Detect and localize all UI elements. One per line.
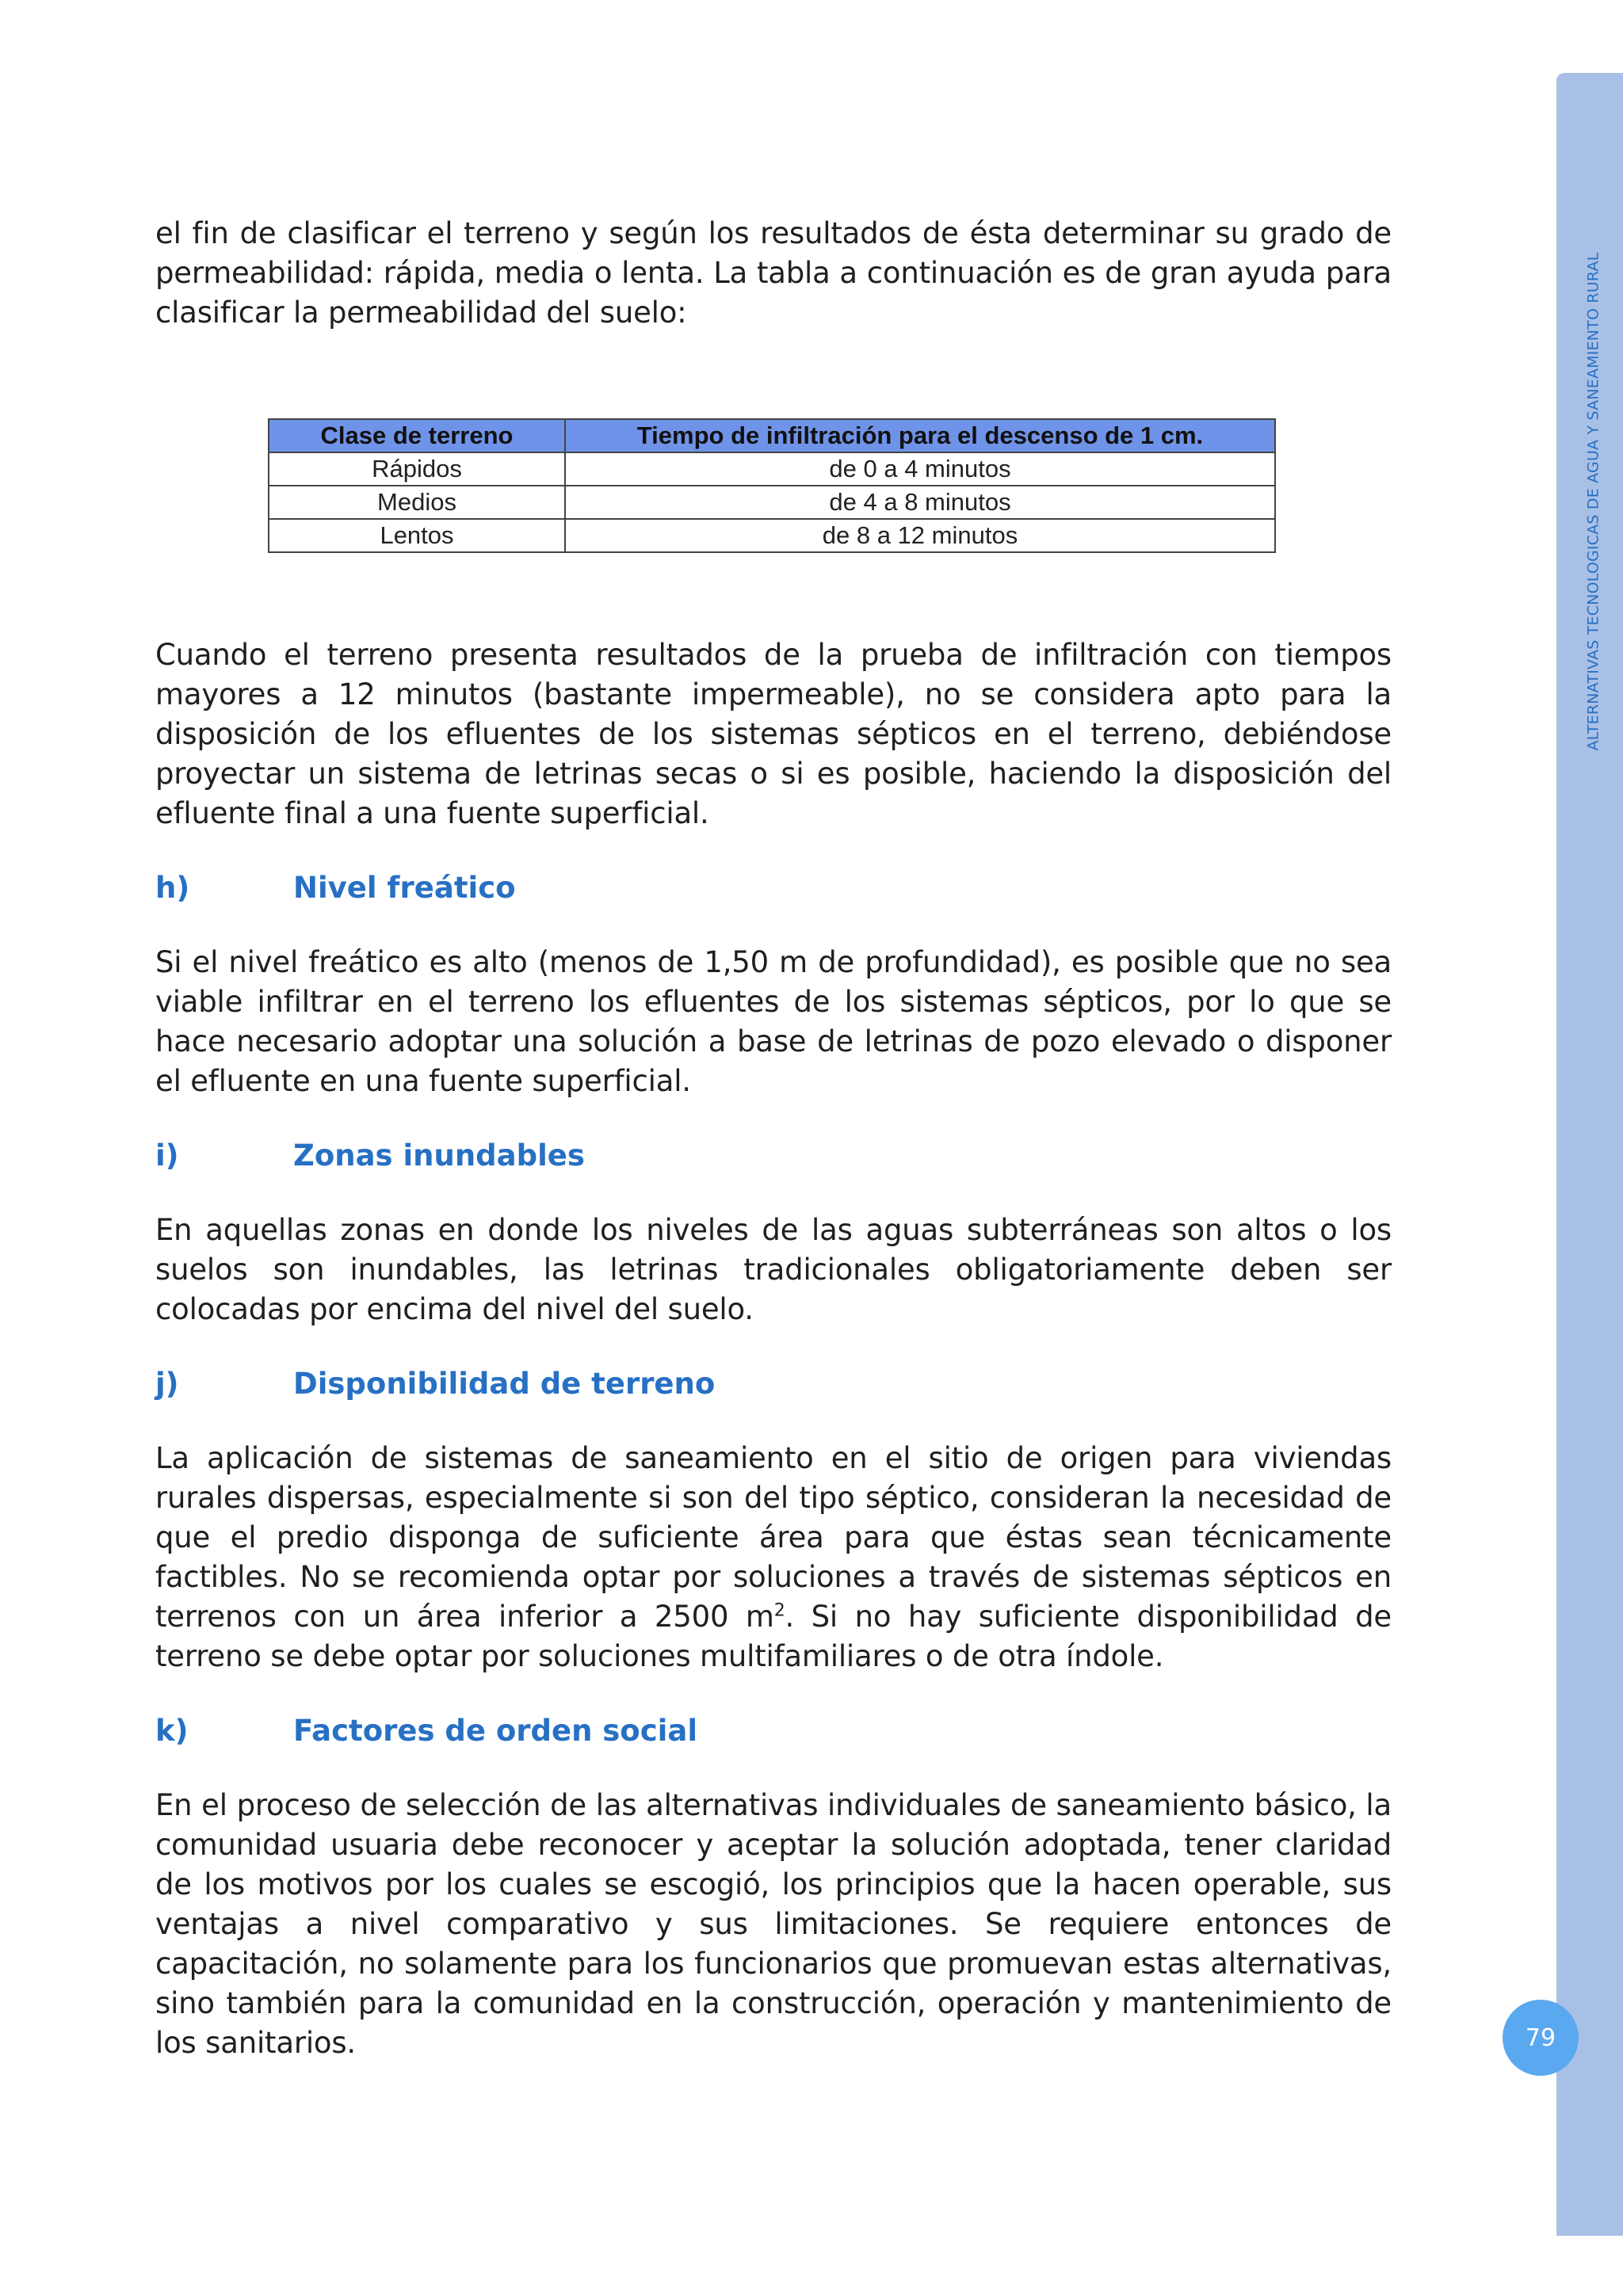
section-title: Nivel freático <box>293 871 516 905</box>
section-body-h: Si el nivel freático es alto (menos de 1,50 m de profundidad), es posible que no sea viable infiltrar en el terreno los efluentes de los sistemas sépticos, por lo que se hace necesario adoptar una solución a base de letrinas de pozo elevado o disponer el efluente en una fuente superficial. <box>155 945 1392 1098</box>
section-heading-k <box>155 1711 1392 1751</box>
section-heading-i <box>155 1136 1392 1176</box>
page-content <box>155 214 1392 2063</box>
intro-paragraph: el fin de clasificar el terreno y según los resultados de ésta determinar su grado de permeabilidad: rápida, media o lenta. La tabla a continuación es de gran ayuda para clasificar la permeabilidad del suelo: <box>155 216 1392 330</box>
section-body-j-part2: . Si no hay suficiente disponibilidad de terreno se debe optar por soluciones multifamiliares o de otra índole. <box>155 1600 1392 1673</box>
table-cell: Rápidos <box>269 452 565 486</box>
table-header-cell: Clase de terreno <box>269 419 565 452</box>
section-body-k: En el proceso de selección de las alternativas individuales de saneamiento básico, la comunidad usuaria debe reconocer y aceptar la solución adoptada, tener claridad de los motivos por los cuales se escogió, los principios que la hacen operable, sus ventajas a nivel comparativo y sus limitaciones. Se requiere entonces de capacitación, no solamente para los funcionarios que promuevan estas alternativas, sino también para la comunidad en la construcción, operación y mantenimiento de los sanitarios. <box>155 1788 1392 2060</box>
section-body-j-part1: La aplicación de sistemas de saneamiento en el sitio de origen para viviendas rurales dispersas, especialmente si son del tipo séptico, consideran la necesidad de que el predio disponga de suficiente área para que éstas sean técnicamente factibles. No se recomienda optar por soluciones a través de sistemas sépticos en terrenos con un área inferior a 2500 m <box>155 1441 1392 1634</box>
running-title: ALTERNATIVAS TECNOLOGICAS DE AGUA Y SANEAMIENTO RURAL <box>1585 252 1602 751</box>
section-letter: h) <box>155 871 190 905</box>
permeability-table <box>268 418 1276 553</box>
page-number: 79 <box>1503 2000 1579 2076</box>
section-body-i: En aquellas zonas en donde los niveles de las aguas subterráneas son altos o los suelos son inundables, las letrinas tradicionales obligatoriamente deben ser colocadas por encima del nivel del suelo. <box>155 1213 1392 1326</box>
side-band-curve <box>1506 1933 1623 2236</box>
section-letter: i) <box>155 1138 179 1173</box>
permeability-table-wrapper <box>268 418 1276 553</box>
table-header-row <box>269 419 1275 452</box>
after-table-paragraph: Cuando el terreno presenta resultados de la prueba de infiltración con tiempos mayores a 12 minutos (bastante impermeable), no se considera apto para la disposición de los efluentes de los sistemas sépticos en el terreno, debiéndose proyectar un sistema de letrinas secas o si es posible, haciendo la disposición del efluente final a una fuente superficial. <box>155 638 1392 830</box>
section-letter: k) <box>155 1714 189 1748</box>
table-row <box>269 519 1275 552</box>
section-title: Disponibilidad de terreno <box>293 1367 716 1401</box>
table-row <box>269 486 1275 519</box>
table-cell: de 0 a 4 minutos <box>565 452 1275 486</box>
table-row <box>269 452 1275 486</box>
section-letter: j) <box>155 1367 179 1401</box>
section-title: Factores de orden social <box>293 1714 697 1748</box>
section-heading-j <box>155 1364 1392 1404</box>
section-body-j <box>155 1439 1392 1676</box>
section-heading-h <box>155 868 1392 908</box>
table-cell: de 4 a 8 minutos <box>565 486 1275 519</box>
table-cell: Medios <box>269 486 565 519</box>
table-header-cell: Tiempo de infiltración para el descenso de 1 cm. <box>565 419 1275 452</box>
superscript-2: 2 <box>773 1600 785 1621</box>
table-cell: de 8 a 12 minutos <box>565 519 1275 552</box>
table-cell: Lentos <box>269 519 565 552</box>
section-title: Zonas inundables <box>293 1138 585 1173</box>
